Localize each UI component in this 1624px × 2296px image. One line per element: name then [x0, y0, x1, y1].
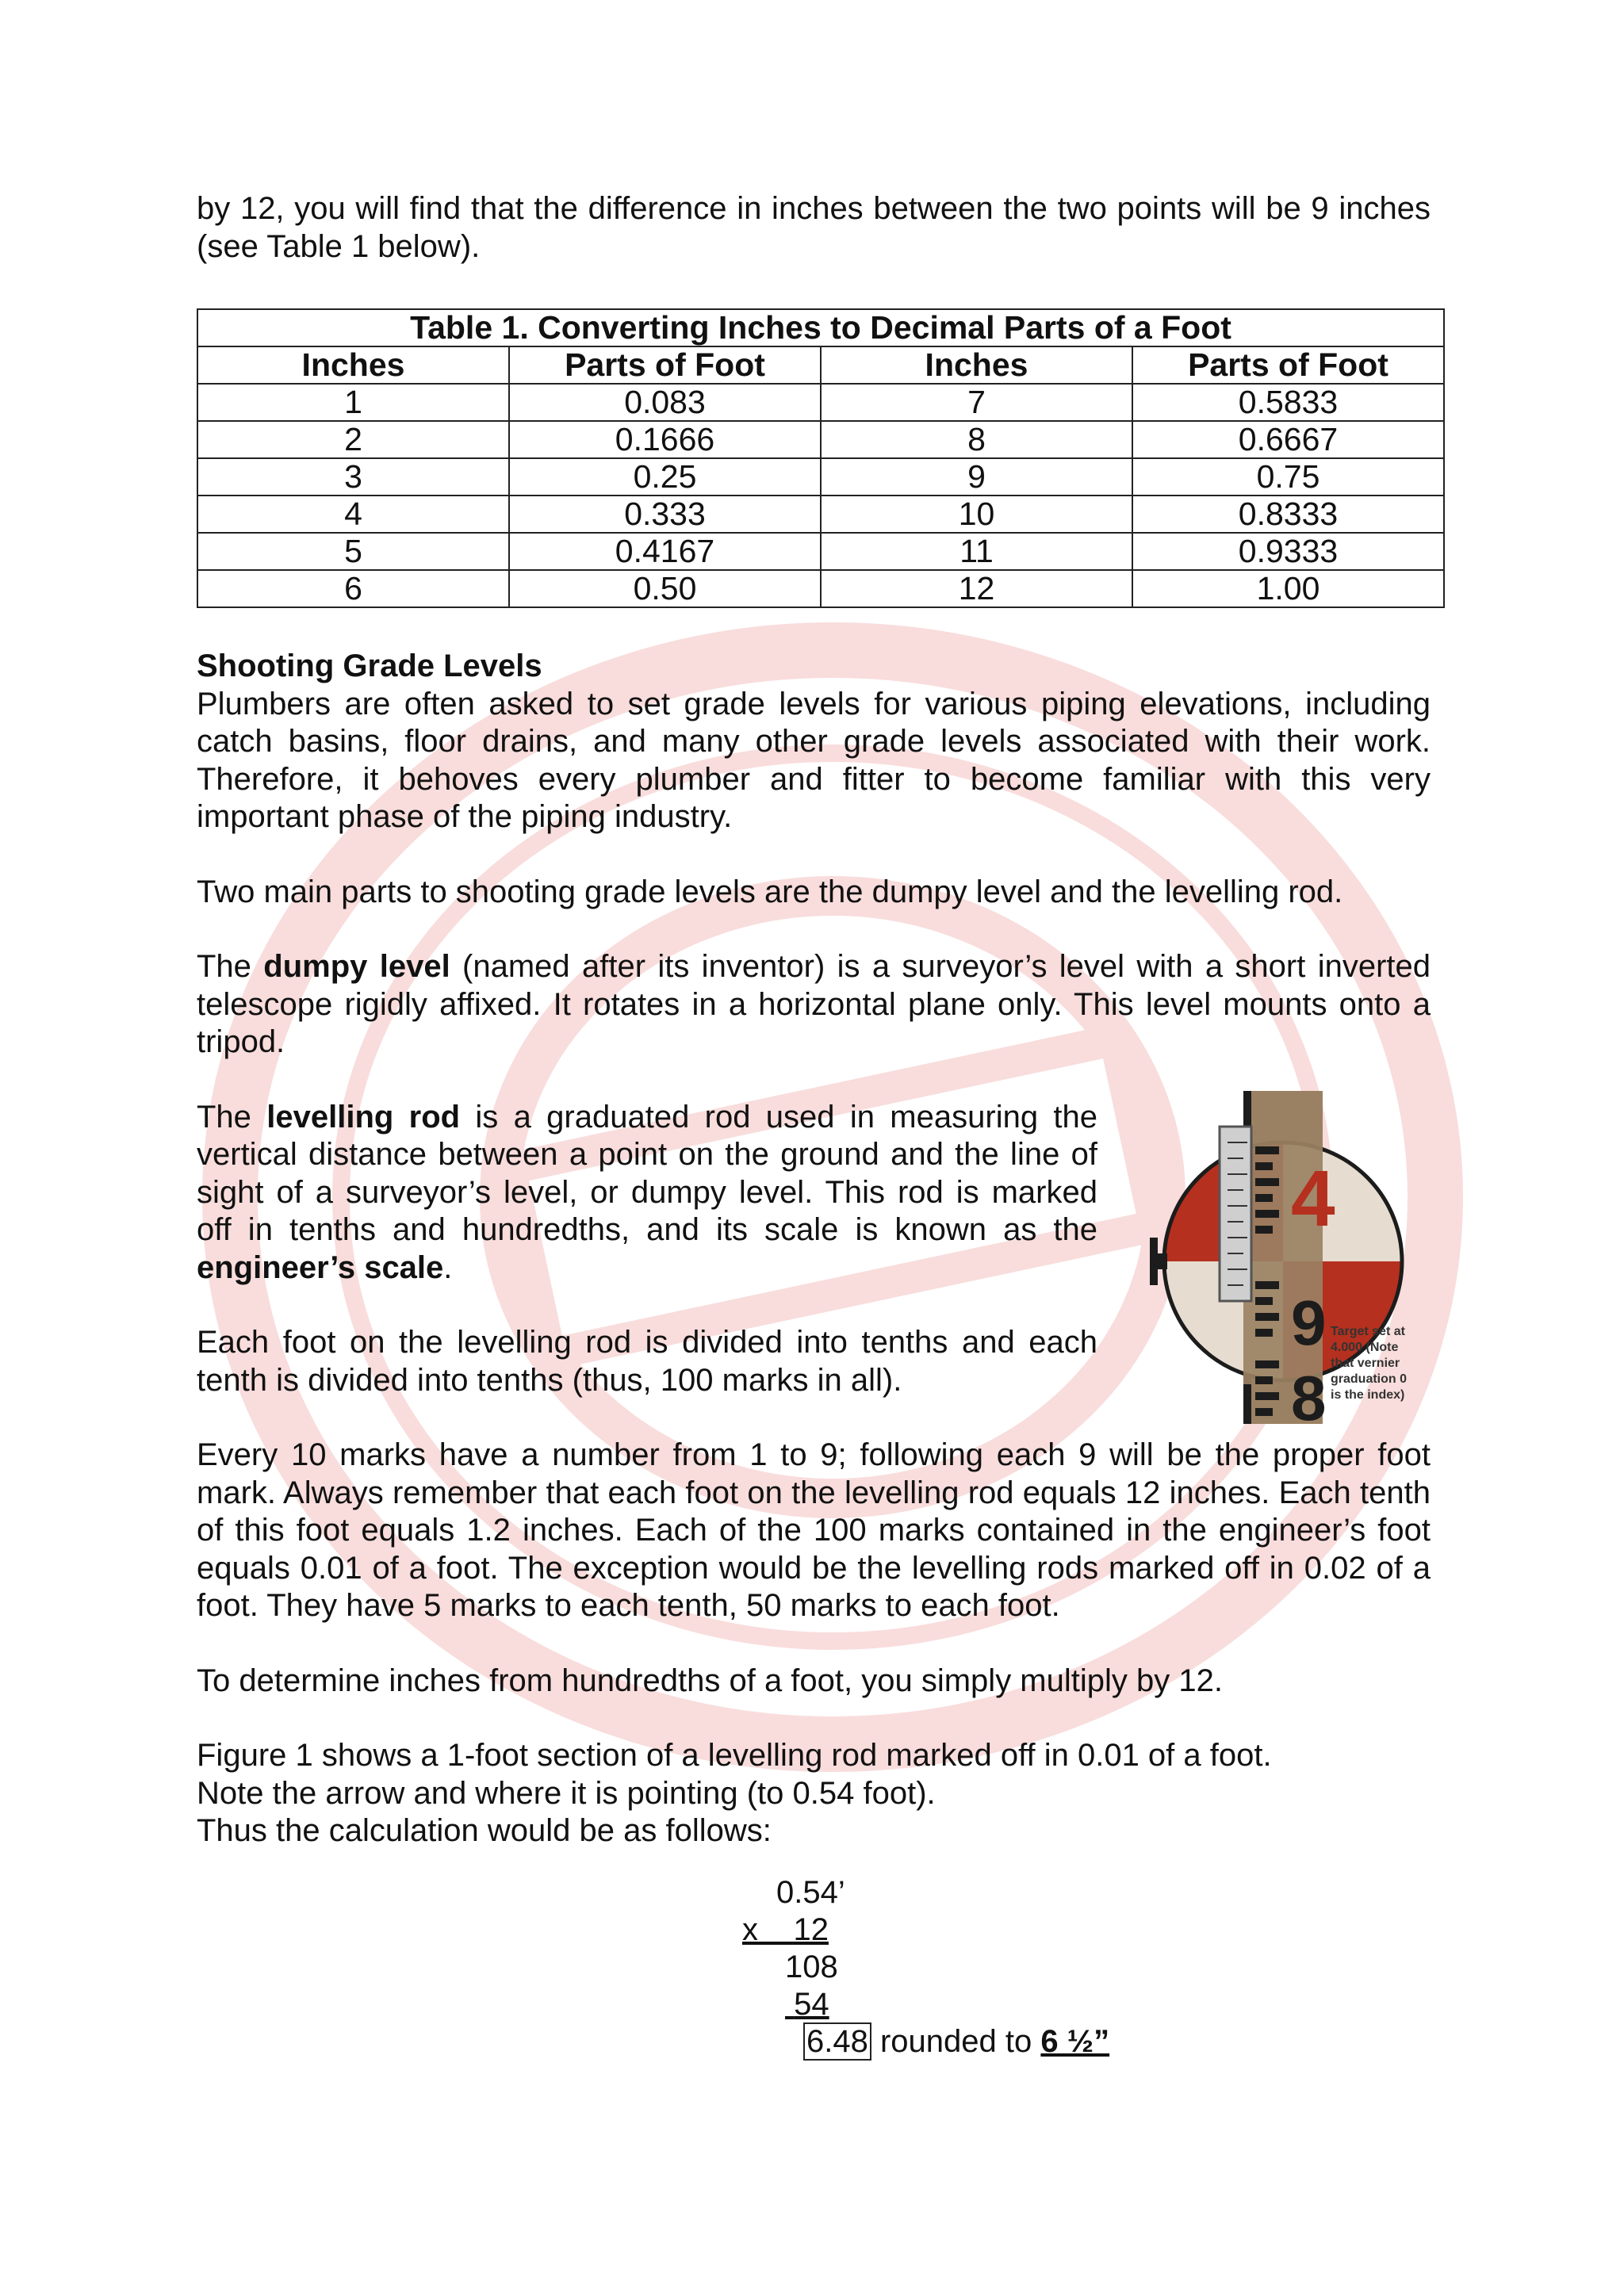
calc-multiplicand: 0.54’	[776, 1874, 845, 1910]
calc-result: 6.48	[803, 2022, 871, 2061]
table-cell: 0.25	[509, 458, 821, 496]
paragraph-rod-divisions: Each foot on the levelling rod is divided into tenths and each tenth is divided into tenths (thus, 100 marks in all).	[197, 1325, 1097, 1398]
rod-target-illustration	[1148, 1091, 1434, 1424]
paragraph-multiply-rule: To determine inches from hundredths of a foot, you simply multiply by 12.	[197, 1663, 1223, 1698]
text-run: The	[197, 1099, 267, 1135]
table-cell: 0.4167	[509, 533, 821, 570]
caption-line: that vernier	[1331, 1356, 1400, 1370]
rod-digit-9: 9	[1291, 1287, 1327, 1358]
rod-digit-4: 4	[1291, 1154, 1335, 1243]
table-cell: 0.9333	[1132, 533, 1444, 570]
table-cell: 2	[197, 421, 509, 458]
table-row	[197, 384, 1444, 421]
calculation-block	[197, 1874, 1431, 2096]
vernier-scale	[1220, 1127, 1251, 1301]
calc-rounded-label: rounded to	[879, 2023, 1032, 2059]
text-run: .	[443, 1249, 453, 1285]
rod-digit-8: 8	[1291, 1362, 1327, 1424]
column-header: Inches	[821, 346, 1132, 384]
table-row	[197, 570, 1444, 607]
table-cell: 5	[197, 533, 509, 570]
paragraph-figure-line-2: Note the arrow and where it is pointing (to 0.54 foot).	[197, 1775, 936, 1811]
calc-multiplier-row	[742, 1911, 829, 1949]
term-dumpy-level: dumpy level	[263, 949, 450, 984]
column-header: Inches	[197, 346, 509, 384]
table-row	[197, 458, 1444, 496]
table-cell: 10	[821, 496, 1132, 533]
text-run: (named after its inventor) is a surveyor’s level with a short inverted telescope rigidly affixed. It rotates in a horizontal plane only. This level mounts onto a tripod.	[197, 949, 1431, 1059]
table-cell: 4	[197, 496, 509, 533]
levelling-rod-block	[197, 1099, 1431, 1424]
table-cell: 9	[821, 458, 1132, 496]
table-cell: 8	[821, 421, 1132, 458]
table-cell: 6	[197, 570, 509, 607]
table-row	[197, 496, 1444, 533]
table-cell: 0.083	[509, 384, 821, 421]
calc-partial-2: 54	[794, 1986, 829, 2022]
paragraph-main-parts: Two main parts to shooting grade levels are the dumpy level and the levelling rod.	[197, 874, 1343, 909]
paragraph-intro: Plumbers are often asked to set grade levels for various piping elevations, including catch basins, floor drains, and many other grade levels associated with their work. Therefore, it behoves every plumber and fitter to become familiar with this very important phase of the piping industry.	[197, 686, 1431, 834]
caption-line: 4.000 (Note	[1331, 1340, 1399, 1354]
paragraph-levelling-rod	[197, 1099, 1097, 1288]
calc-result-row	[803, 2023, 1109, 2061]
levelling-rod-figure	[1148, 1091, 1434, 1424]
conversion-table	[197, 308, 1445, 608]
paragraph-foot-marks: Every 10 marks have a number from 1 to 9; following each 9 will be the proper foot mark. Always remember that each foot on the levelling rod equals 12 inches. Each tenth of this foot equals 1.2 inches. Each of the 100 marks contained in the engineer’s foot equals 0.01 of a foot. The exception would be the levelling rods marked off in 0.02 of a foot. They have 5 marks to each tenth, 50 marks to each foot.	[197, 1437, 1431, 1623]
table-row	[197, 421, 1444, 458]
table-cell: 0.75	[1132, 458, 1444, 496]
table-cell: 0.5833	[1132, 384, 1444, 421]
term-levelling-rod: levelling rod	[266, 1099, 461, 1135]
table-cell: 12	[821, 570, 1132, 607]
table-cell: 1	[197, 384, 509, 421]
calc-rounded-value: 6 ½”	[1040, 2023, 1110, 2059]
table-cell: 1.00	[1132, 570, 1444, 607]
calc-multiplier: 12	[793, 1911, 829, 1947]
caption-line: Target set at	[1331, 1324, 1405, 1338]
column-header: Parts of Foot	[1132, 346, 1444, 384]
calc-partial-1: 108	[785, 1949, 838, 1984]
table-title: Table 1. Converting Inches to Decimal Parts of a Foot	[197, 309, 1444, 346]
paragraph-dumpy-level	[197, 948, 1431, 1062]
caption-line: graduation 0	[1331, 1372, 1408, 1386]
table-row	[197, 533, 1444, 570]
paragraph-figure-line-3: Thus the calculation would be as follows:	[197, 1813, 772, 1848]
paragraph-figure-line-1: Figure 1 shows a 1-foot section of a levelling rod marked off in 0.01 of a foot.	[197, 1738, 1272, 1773]
table-title-row	[197, 309, 1444, 346]
table-header-row	[197, 346, 1444, 384]
table-cell: 11	[821, 533, 1132, 570]
text-run: The	[197, 949, 264, 984]
term-engineers-scale: engineer’s scale	[197, 1249, 444, 1285]
calc-partial-2-row	[785, 1986, 829, 2023]
table-cell: 0.8333	[1132, 496, 1444, 533]
column-header: Parts of Foot	[509, 346, 821, 384]
table-cell: 0.6667	[1132, 421, 1444, 458]
table-cell: 3	[197, 458, 509, 496]
table-cell: 0.1666	[509, 421, 821, 458]
calc-x-sign: x	[742, 1911, 758, 1947]
document-page	[197, 190, 1431, 2096]
caption-line: is the index)	[1331, 1387, 1405, 1402]
table-cell: 7	[821, 384, 1132, 421]
table-cell: 0.333	[509, 496, 821, 533]
intro-paragraph: by 12, you will find that the difference in inches between the two points will be 9 inches (see Table 1 below).	[197, 191, 1431, 264]
text-run: is a graduated rod used in measuring the vertical distance between a point on the ground and the line of sight of a surveyor’s level, or dumpy level. This rod is marked off in tenths and hundredths, and its scale is known as the	[197, 1099, 1097, 1247]
figure-caption	[1331, 1325, 1407, 1402]
section-title: Shooting Grade Levels	[197, 649, 542, 683]
table-cell: 0.50	[509, 570, 821, 607]
